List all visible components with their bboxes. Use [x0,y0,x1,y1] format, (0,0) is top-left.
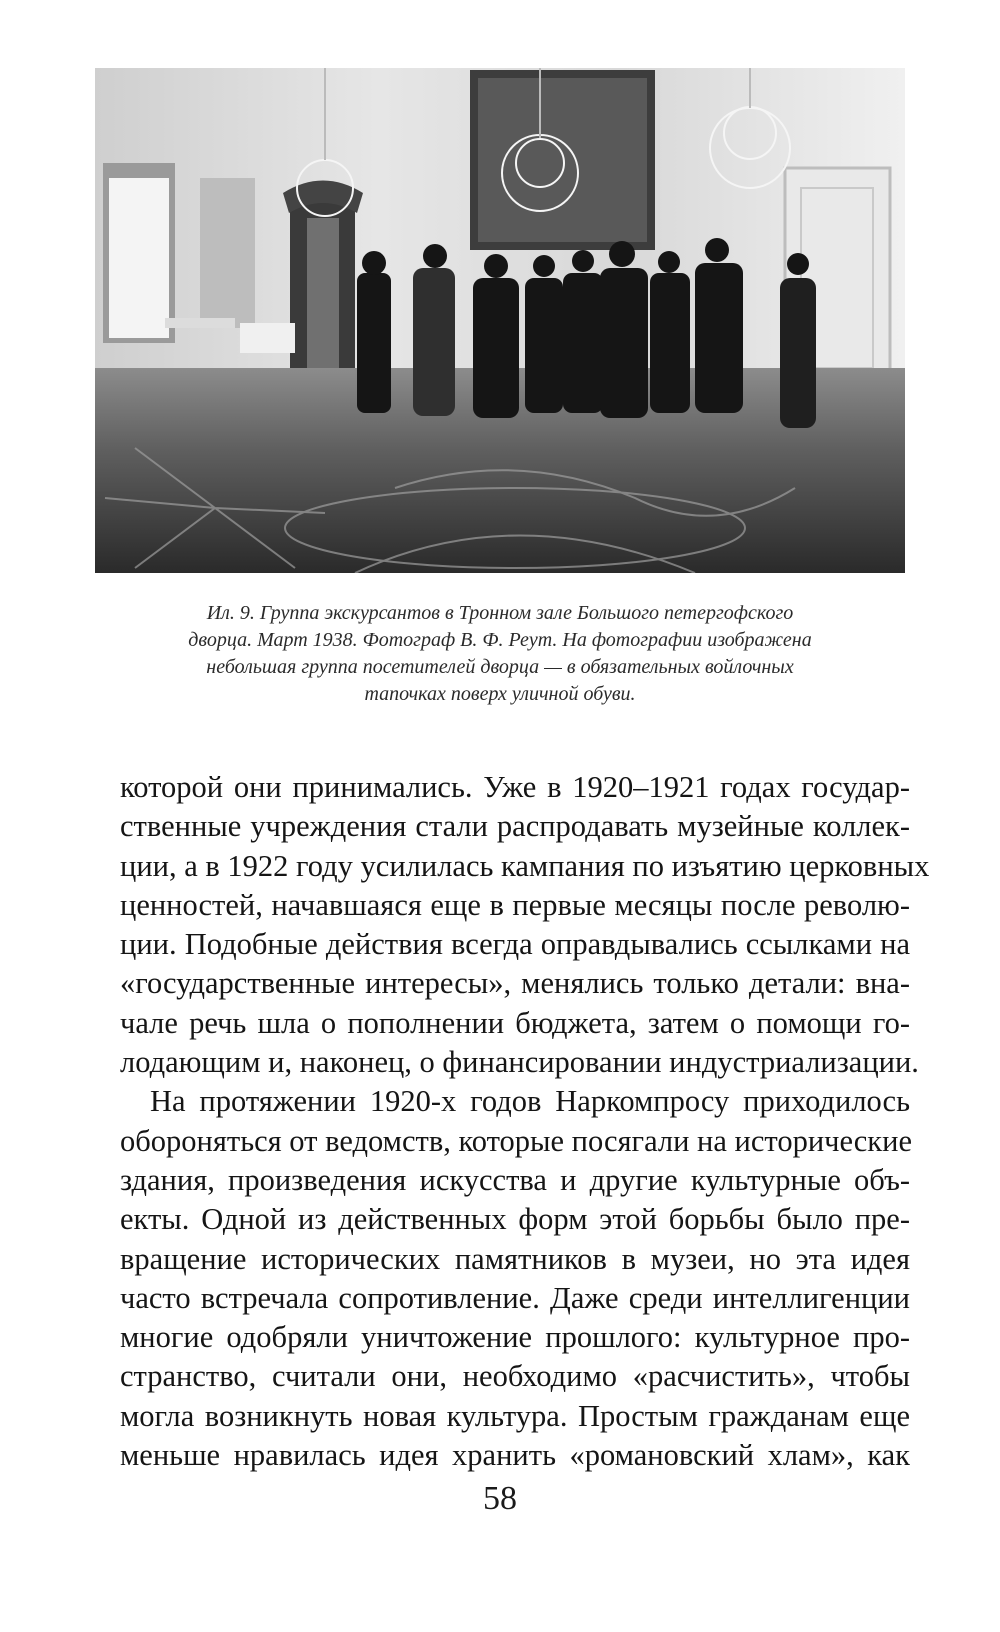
text-line: обороняться от ведомств, которые посягали на исторические [120,1123,912,1158]
page-number: 58 [483,1480,517,1517]
text-line: ственные учреждения стали распродавать музейные коллек- [120,809,910,844]
palace-photograph [95,68,905,573]
caption-line: небольшая группа посетителей дворца — в обязательных войлочных [206,656,794,678]
text-line: могла возникнуть новая культура. Простым гражданам еще [120,1398,910,1433]
text-line: которой они принимались. Уже в 1920–1921 годах государ- [120,770,910,804]
text-line: часто встречала сопротивление. Даже среди интеллигенции [120,1280,910,1315]
body-text [120,768,930,1475]
text-line: странство, считали они, необходимо «расчистить», чтобы [120,1359,910,1394]
text-line: «государственные интересы», менялись только детали: вна- [120,966,910,1001]
text-line: многие одобряли уничтожение прошлого: культурное про- [120,1320,910,1355]
caption-line: тапочках поверх уличной обуви. [364,683,636,705]
photo-image [95,68,905,573]
text-line: вращение исторических памятников в музеи, но эта идея [120,1241,910,1276]
figure-caption [100,600,900,708]
text-line: На протяжении 1920-х годов Наркомпросу приходилось [150,1084,910,1119]
paragraph-2 [120,1082,910,1475]
text-line: здания, произведения искусства и другие культурные объ- [120,1162,910,1197]
caption-line: дворца. Март 1938. Фотограф В. Ф. Реут. На фотографии изображена [188,629,812,651]
text-line: ценностей, начавшаяся еще в первые месяцы после револю- [120,887,910,922]
text-line: чале речь шла о пополнении бюджета, затем о помощи го- [120,1005,910,1040]
text-line: екты. Одной из действенных форм этой борьбы было пре- [120,1202,910,1237]
text-line: ции, а в 1922 году усилилась кампания по изъятию церковных [120,848,930,883]
caption-line: Ил. 9. Группа экскурсантов в Тронном зале Большого петергофского [206,602,794,624]
text-line: ции. Подобные действия всегда оправдывались ссылками на [120,927,910,962]
text-line: лодающим и, наконец, о финансировании индустриализации. [120,1045,919,1080]
paragraph-1 [120,768,930,1082]
text-line: меньше нравилась идея хранить «романовский хлам», как [120,1438,910,1473]
